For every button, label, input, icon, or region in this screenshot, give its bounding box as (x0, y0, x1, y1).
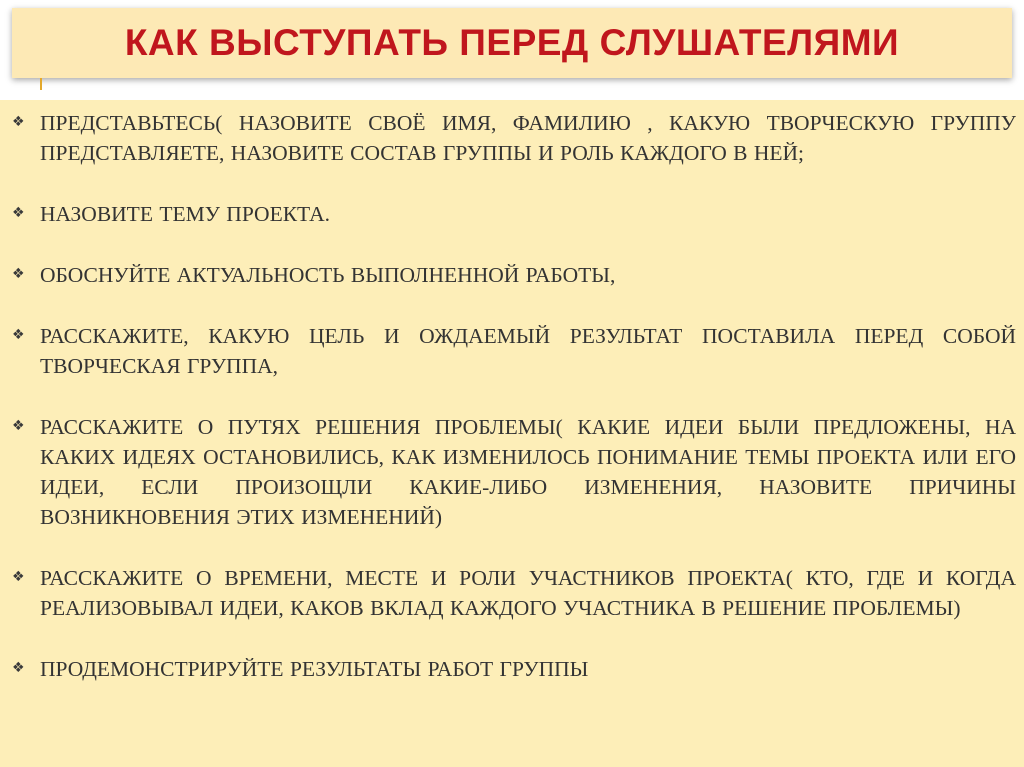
diamond-bullet-icon: ❖ (12, 266, 25, 282)
list-item (12, 260, 1016, 290)
list-item (12, 199, 1016, 229)
bullet-text: РАССКАЖИТЕ О ПУТЯХ РЕШЕНИЯ ПРОБЛЕМЫ( КАКИЕ ИДЕИ БЫЛИ ПРЕДЛОЖЕНЫ, НА КАКИХ ИДЕЯХ ОСТАНОВИЛИСЬ, КАК ИЗМЕНИЛОСЬ ПОНИМАНИЕ ТЕМЫ ПРОЕКТА ИЛИ ЕГО ИДЕИ, ЕСЛИ ПРОИЗОЩЛИ КАКИЕ-ЛИБО ИЗМЕНЕНИЯ, НАЗОВИТЕ ПРИЧИНЫ ВОЗНИКНОВЕНИЯ ЭТИХ ИЗМЕНЕНИЙ) (40, 415, 1016, 529)
list-item (12, 321, 1016, 381)
bullet-text: РАССКАЖИТЕ О ВРЕМЕНИ, МЕСТЕ И РОЛИ УЧАСТНИКОВ ПРОЕКТА( КТО, ГДЕ И КОГДА РЕАЛИЗОВЫВАЛ ИДЕИ, КАКОВ ВКЛАД КАЖДОГО УЧАСТНИКА В РЕШЕНИЕ ПРОБЛЕМЫ) (40, 566, 1016, 620)
bullet-text: РАССКАЖИТЕ, КАКУЮ ЦЕЛЬ И ОЖДАЕМЫЙ РЕЗУЛЬТАТ ПОСТАВИЛА ПЕРЕД СОБОЙ ТВОРЧЕСКАЯ ГРУППА, (40, 324, 1016, 378)
list-item (12, 108, 1016, 168)
diamond-bullet-icon: ❖ (12, 569, 25, 585)
bullet-text: ПРЕДСТАВЬТЕСЬ( НАЗОВИТЕ СВОЁ ИМЯ, ФАМИЛИЮ , КАКУЮ ТВОРЧЕСКУЮ ГРУППУ ПРЕДСТАВЛЯЕТЕ, НАЗОВИТЕ СОСТАВ ГРУППЫ И РОЛЬ КАЖДОГО В НЕЙ; (40, 111, 1016, 165)
text-cursor-mark (40, 78, 42, 90)
diamond-bullet-icon: ❖ (12, 114, 25, 130)
list-item (12, 563, 1016, 623)
diamond-bullet-icon: ❖ (12, 660, 25, 676)
diamond-bullet-icon: ❖ (12, 205, 25, 221)
slide-title: КАК ВЫСТУПАТЬ ПЕРЕД СЛУШАТЕЛЯМИ (124, 22, 900, 63)
list-item (12, 412, 1016, 532)
bullet-text: НАЗОВИТЕ ТЕМУ ПРОЕКТА. (40, 202, 331, 226)
diamond-bullet-icon: ❖ (12, 327, 25, 343)
content-panel (0, 100, 1024, 767)
title-bar (12, 8, 1012, 78)
list-item (12, 654, 1016, 684)
bullet-list (12, 108, 1016, 715)
bullet-text: ПРОДЕМОНСТРИРУЙТЕ РЕЗУЛЬТАТЫ РАБОТ ГРУППЫ (40, 657, 589, 681)
diamond-bullet-icon: ❖ (12, 418, 25, 434)
bullet-text: ОБОСНУЙТЕ АКТУАЛЬНОСТЬ ВЫПОЛНЕННОЙ РАБОТЫ, (40, 263, 616, 287)
